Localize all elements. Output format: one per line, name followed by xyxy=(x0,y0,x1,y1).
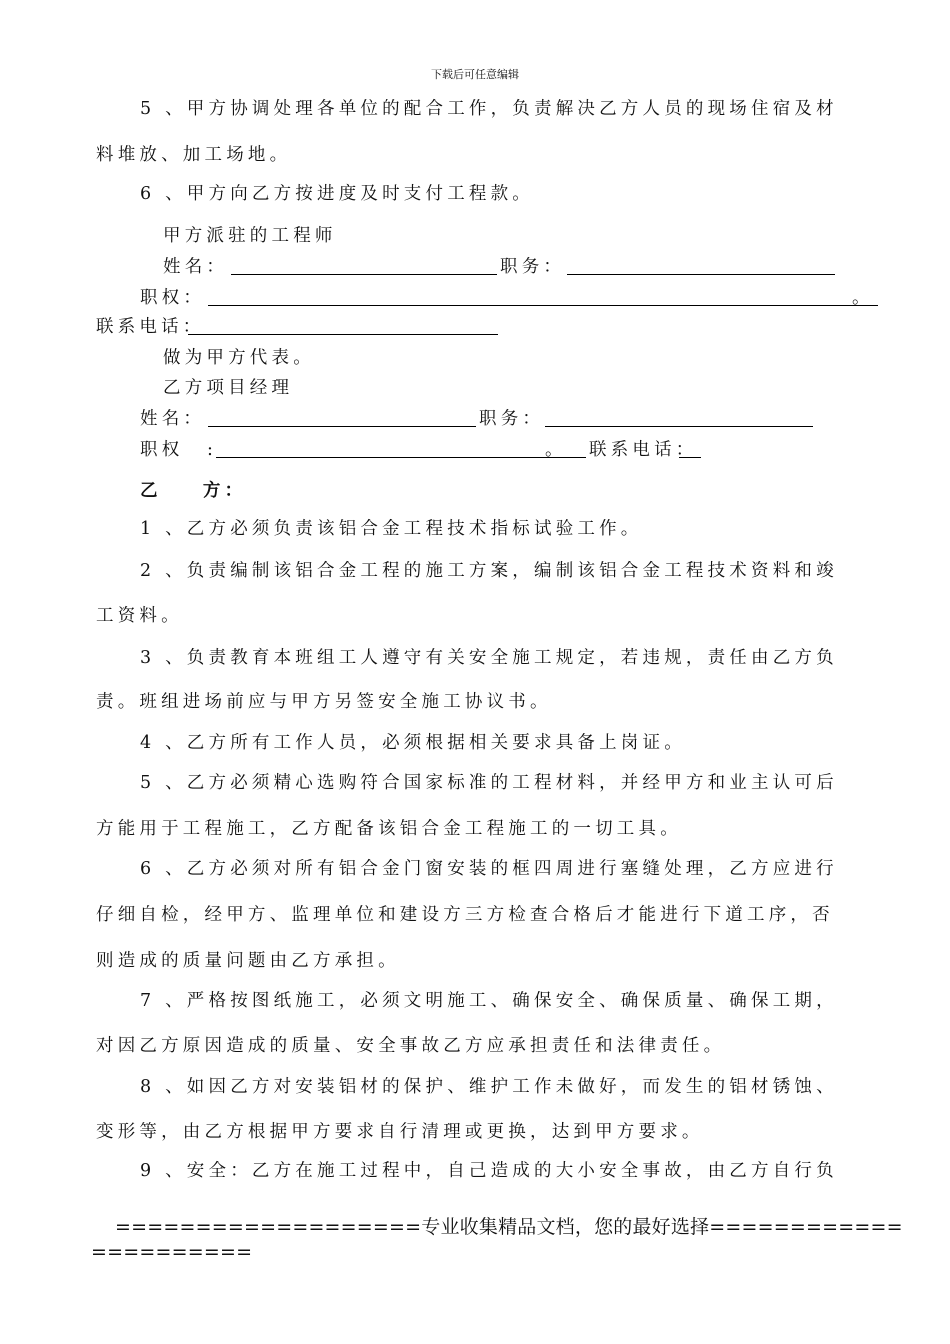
partyA-item5-line1: 5 、甲方协调处理各单位的配合工作，负责解决乙方人员的现场住宿及材 xyxy=(140,99,838,119)
partyB-line: 方能用于工程施工，乙方配备该铝合金工程施工的一切工具。 xyxy=(96,819,682,839)
engineer-phone-label: 联系电话： xyxy=(96,317,205,337)
manager-authority-period: 。 xyxy=(545,440,567,460)
manager-job-field xyxy=(545,426,813,427)
partyB-line: 5 、乙方必须精心选购符合国家标准的工程材料，并经甲方和业主认可后 xyxy=(140,773,838,793)
partyB-line: 9 、安全：乙方在施工过程中，自己造成的大小安全事故，由乙方自行负 xyxy=(140,1161,838,1181)
engineer-authority-field xyxy=(208,305,878,306)
manager-authority-label: 职权 xyxy=(140,440,184,460)
partyB-line: 则造成的质量问题由乙方承担。 xyxy=(96,951,400,971)
partyB-line: 责。班组进场前应与甲方另签安全施工协议书。 xyxy=(96,692,552,712)
partyB-line: 4 、乙方所有工作人员，必须根据相关要求具备上岗证。 xyxy=(140,733,686,753)
partyB-line: 7 、严格按图纸施工，必须文明施工、确保安全、确保质量、确保工期， xyxy=(140,991,838,1011)
partyB-line: 6 、乙方必须对所有铝合金门窗安装的框四周进行塞缝处理，乙方应进行 xyxy=(140,859,838,879)
footer-banner-line1: ===================专业收集精品文档，您的最好选择============ xyxy=(115,1216,903,1238)
partyA-item6: 6 、甲方向乙方按进度及时支付工程款。 xyxy=(140,184,534,204)
partyB-line: 变形等，由乙方根据甲方要求自行清理或更换，达到甲方要求。 xyxy=(96,1122,704,1142)
manager-phone-field xyxy=(679,457,701,458)
engineer-name-field xyxy=(231,274,497,275)
partyB-line: 对因乙方原因造成的质量、安全事故乙方应承担责任和法律责任。 xyxy=(96,1036,726,1056)
partyB-line: 1 、乙方必须负责该铝合金工程技术指标试验工作。 xyxy=(140,519,643,539)
engineer-name-label: 姓名： xyxy=(163,257,229,277)
manager-job-label: 职务： xyxy=(479,409,545,429)
engineer-phone-field xyxy=(188,334,498,335)
manager-title: 乙方项目经理 xyxy=(163,378,294,398)
engineer-authority-label: 职权： xyxy=(140,288,206,308)
engineer-as-rep: 做为甲方代表。 xyxy=(163,348,315,368)
manager-name-field xyxy=(208,426,476,427)
page-header-note: 下载后可任意编辑 xyxy=(431,68,519,81)
partyB-line: 3 、负责教育本班组工人遵守有关安全施工规定，若违规，责任由乙方负 xyxy=(140,648,838,668)
engineer-authority-period: 。 xyxy=(852,288,874,308)
engineer-job-field xyxy=(567,274,835,275)
footer-banner-line2: ========== xyxy=(91,1241,253,1263)
partyA-item5-line2: 料堆放、加工场地。 xyxy=(96,145,292,165)
partyB-heading: 乙 方： xyxy=(140,481,247,501)
engineer-job-label: 职务： xyxy=(500,257,566,277)
partyB-line: 工资料。 xyxy=(96,606,183,626)
engineer-title: 甲方派驻的工程师 xyxy=(163,226,337,246)
manager-name-label: 姓名： xyxy=(140,409,206,429)
manager-phone-label: 联系电话： xyxy=(589,440,698,460)
partyB-line: 2 、负责编制该铝合金工程的施工方案，编制该铝合金工程技术资料和竣 xyxy=(140,561,838,581)
manager-authority-field xyxy=(216,457,586,458)
partyB-line: 8 、如因乙方对安装铝材的保护、维护工作未做好，而发生的铝材锈蚀、 xyxy=(140,1077,838,1097)
manager-authority-colon: : xyxy=(207,440,218,460)
partyB-line: 仔细自检，经甲方、监理单位和建设方三方检查合格后才能进行下道工序，否 xyxy=(96,905,834,925)
